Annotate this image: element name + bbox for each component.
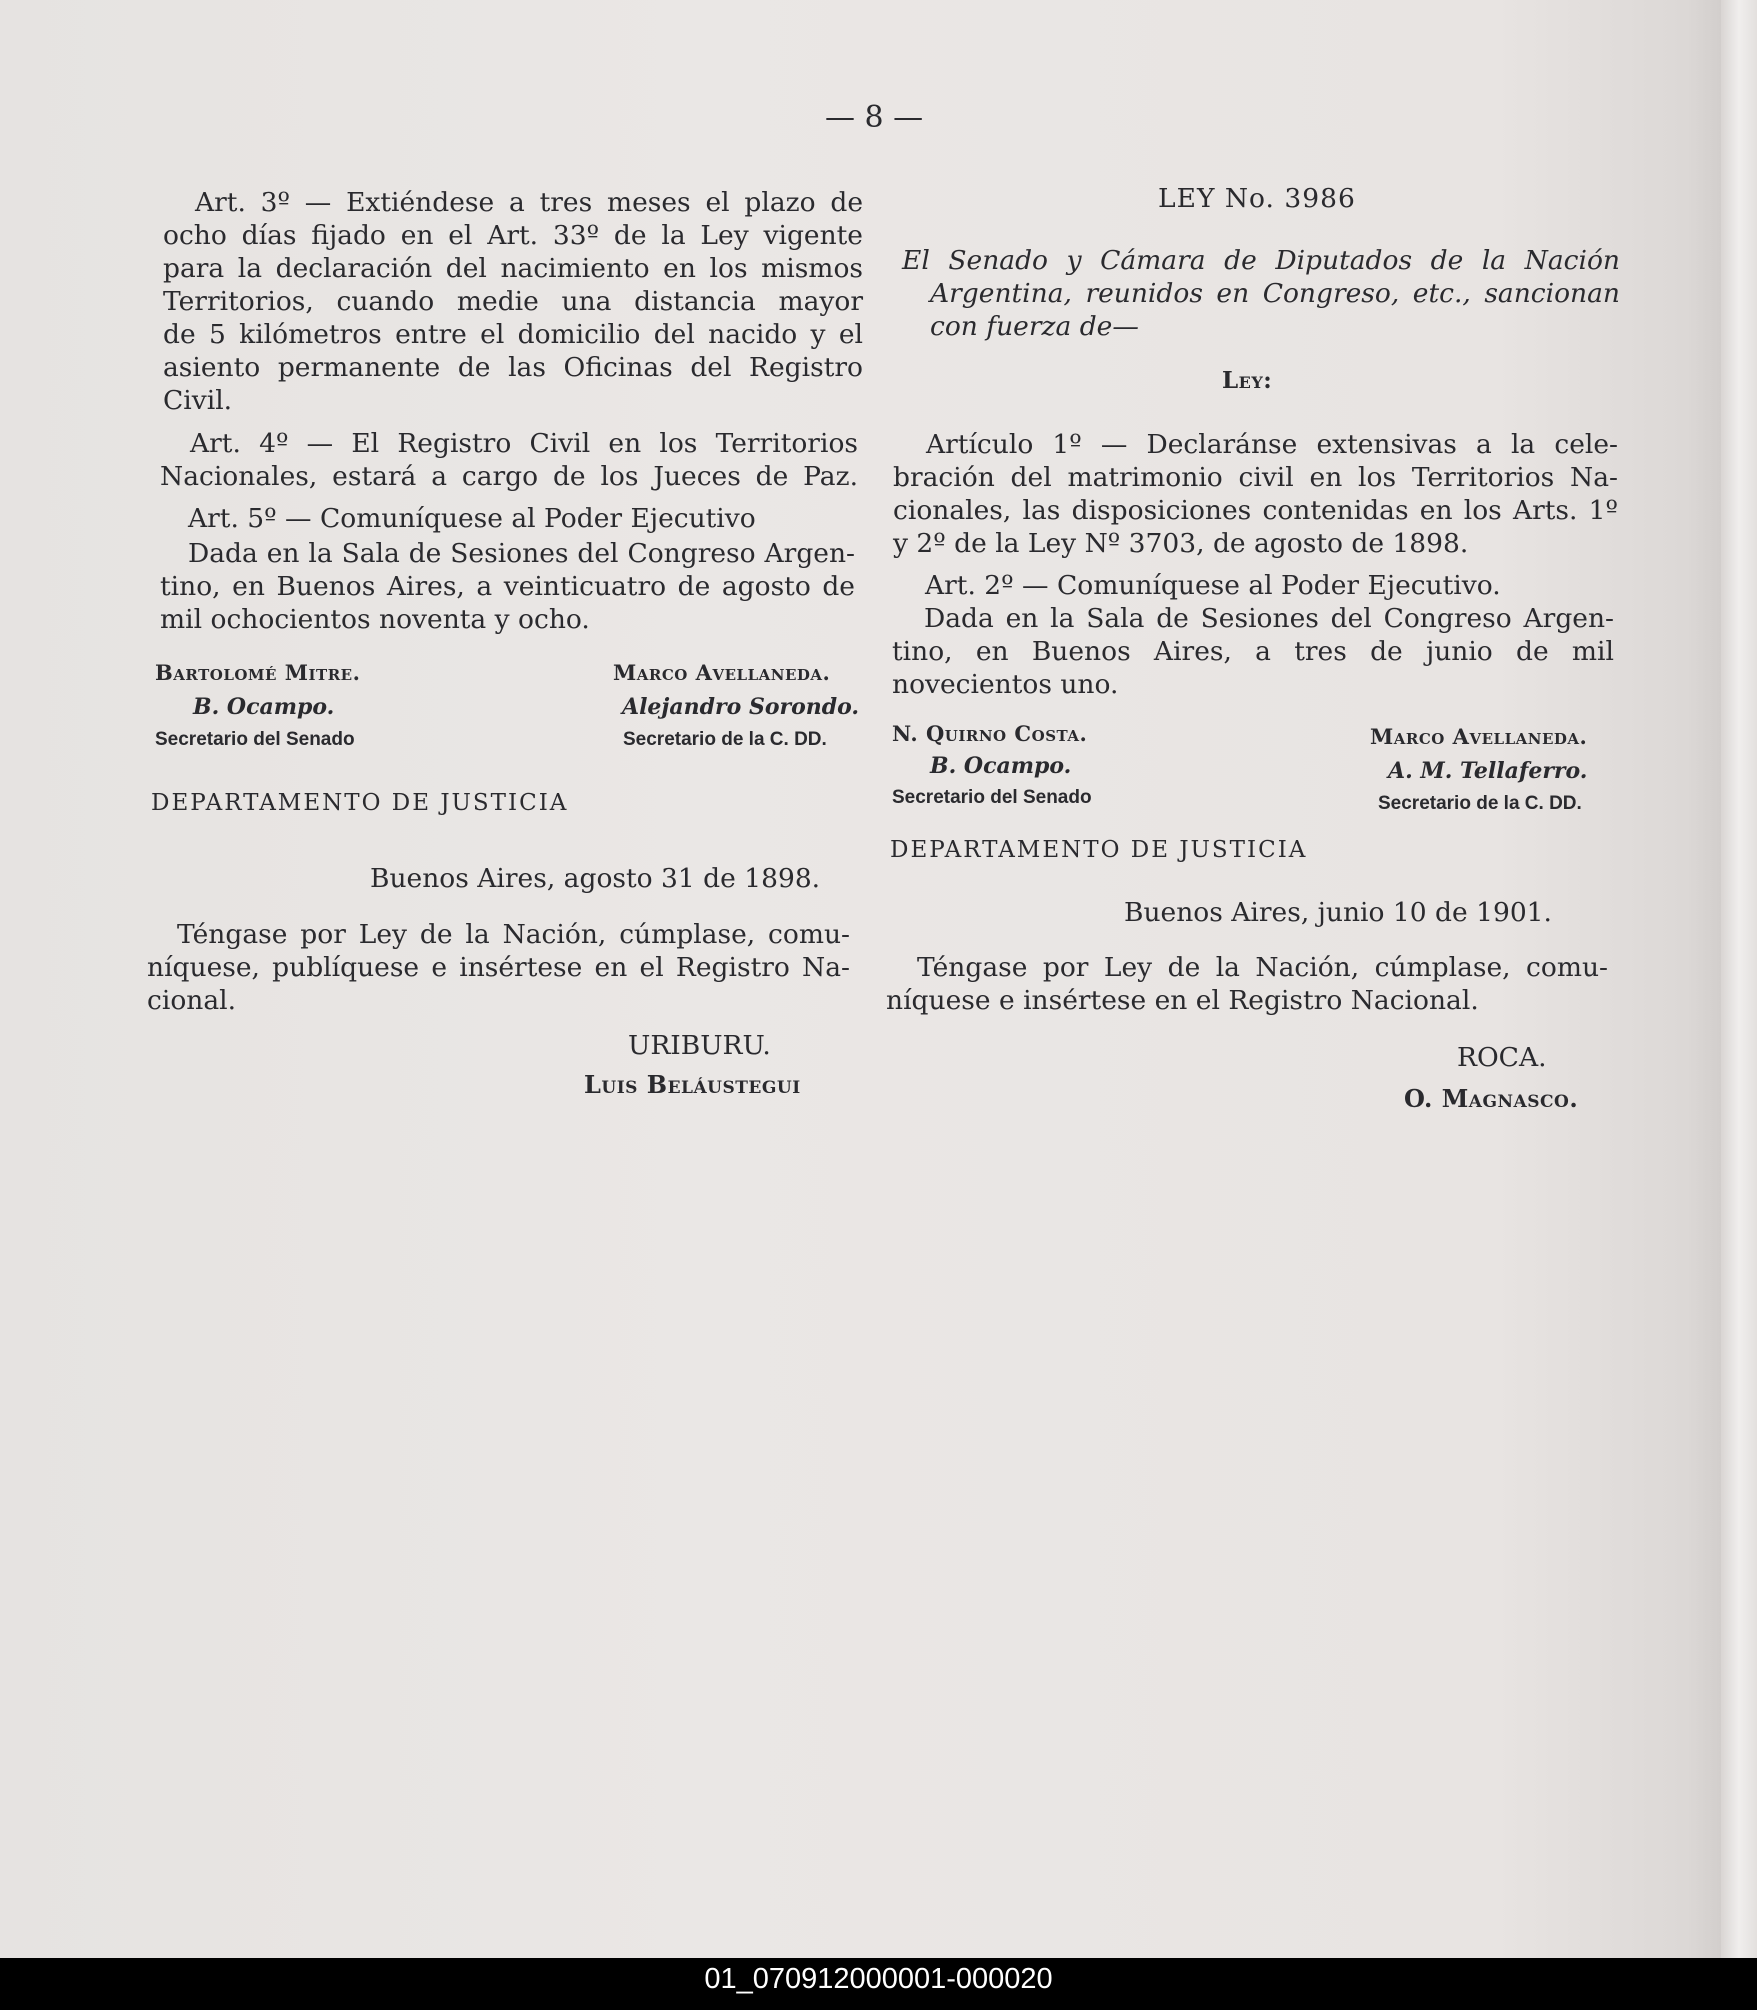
text-line: tino, en Buenos Aires, a tres de junio de mil	[892, 636, 1614, 667]
right-signature-title-right: Secretario de la C. DD.	[1378, 793, 1582, 814]
text-line: bración del matrimonio civil en los Territorios Na-	[893, 462, 1618, 493]
right-promulgation	[886, 951, 1608, 1017]
page-edge	[1721, 0, 1757, 1958]
text-line: Art. 4º — El Registro Civil en los Territorios	[190, 428, 858, 459]
text-line: ocho días fijado en el Art. 33º de la Ley vigente	[163, 220, 863, 251]
left-signature-name-right: Marco Avellaneda.	[613, 660, 831, 685]
text-line: y 2º de la Ley Nº 3703, de agosto de 1898.	[893, 528, 1469, 559]
left-date: Buenos Aires, agosto 31 de 1898.	[370, 863, 821, 894]
right-signature-title-left: Secretario del Senado	[892, 787, 1092, 808]
right-date: Buenos Aires, junio 10 de 1901.	[1124, 897, 1552, 928]
text-line: tino, en Buenos Aires, a veinticuatro de agosto de	[160, 571, 855, 602]
footer-image-id: 01_070912000001-000020	[704, 1963, 1053, 1995]
right-preamble	[902, 244, 1620, 343]
text-line: mil ochocientos noventa y ocho.	[160, 604, 590, 635]
left-department-heading: DEPARTAMENTO DE JUSTICIA	[151, 790, 569, 816]
right-signer-minister: O. Magnasco.	[1404, 1084, 1579, 1113]
left-promulgation	[147, 918, 850, 1017]
left-signature-secretary-left: B. Ocampo.	[193, 694, 335, 720]
text-line: de 5 kilómetros entre el domicilio del nacido y el	[163, 319, 863, 350]
text-line: Artículo 1º — Declaránse extensivas a la cele-	[926, 429, 1618, 460]
text-line: Civil.	[163, 385, 233, 416]
text-line: Art. 3º — Extiéndese a tres meses el plazo de	[195, 187, 863, 218]
left-signature-title-right: Secretario de la C. DD.	[623, 729, 827, 750]
right-signer-president: ROCA.	[1457, 1042, 1547, 1073]
ley-heading: Ley:	[1222, 367, 1273, 394]
text-line: con fuerza de—	[930, 311, 1139, 342]
page-number: — 8 —	[825, 100, 924, 135]
text-line: Dada en la Sala de Sesiones del Congreso Argen-	[924, 603, 1614, 634]
text-line: cionales, las disposiciones contenidas en los Arts. 1º	[893, 495, 1618, 526]
left-signer-minister: Luis Beláustegui	[584, 1070, 801, 1099]
text-line: cional.	[147, 985, 237, 1016]
left-dada	[160, 537, 855, 636]
text-line: Téngase por Ley de la Nación, cúmplase, comu-	[917, 952, 1608, 983]
law-title: LEY No. 3986	[1158, 183, 1356, 214]
right-article-1	[893, 428, 1618, 560]
text-line: níquese, publíquese e insértese en el Registro Na-	[147, 952, 850, 983]
left-signer-president: URIBURU.	[628, 1030, 771, 1061]
left-signature-secretary-right: Alejandro Sorondo.	[622, 694, 860, 720]
text-line: asiento permanente de las Oficinas del Registro	[163, 352, 863, 383]
right-signature-secretary-left: B. Ocampo.	[930, 753, 1072, 779]
left-article-5: Art. 5º — Comuníquese al Poder Ejecutivo	[188, 503, 756, 534]
text-line: Argentina, reunidos en Congreso, etc., sancionan	[930, 278, 1620, 309]
right-dada	[892, 602, 1614, 701]
right-signature-secretary-right: A. M. Tellaferro.	[1388, 758, 1588, 784]
left-signature-title-left: Secretario del Senado	[155, 729, 355, 750]
text-line: novecientos uno.	[892, 669, 1119, 700]
text-line: para la declaración del nacimiento en los mismos	[163, 253, 863, 284]
left-signature-name-left: Bartolomé Mitre.	[155, 660, 361, 685]
right-signature-name-right: Marco Avellaneda.	[1370, 724, 1588, 749]
text-line: níquese e insértese en el Registro Nacional.	[886, 985, 1479, 1016]
right-signature-name-left: N. Quirno Costa.	[892, 721, 1088, 746]
text-line: El Senado y Cámara de Diputados de la Nación	[902, 245, 1620, 276]
text-line: Téngase por Ley de la Nación, cúmplase, comu-	[177, 919, 850, 950]
left-article-3	[163, 186, 863, 417]
right-article-2: Art. 2º — Comuníquese al Poder Ejecutivo.	[925, 570, 1501, 601]
right-department-heading: DEPARTAMENTO DE JUSTICIA	[890, 837, 1308, 863]
text-line: Nacionales, estará a cargo de los Jueces de Paz.	[160, 461, 858, 492]
left-article-4	[160, 427, 858, 493]
text-line: Territorios, cuando medie una distancia mayor	[163, 286, 863, 317]
text-line: Dada en la Sala de Sesiones del Congreso Argen-	[188, 538, 855, 569]
